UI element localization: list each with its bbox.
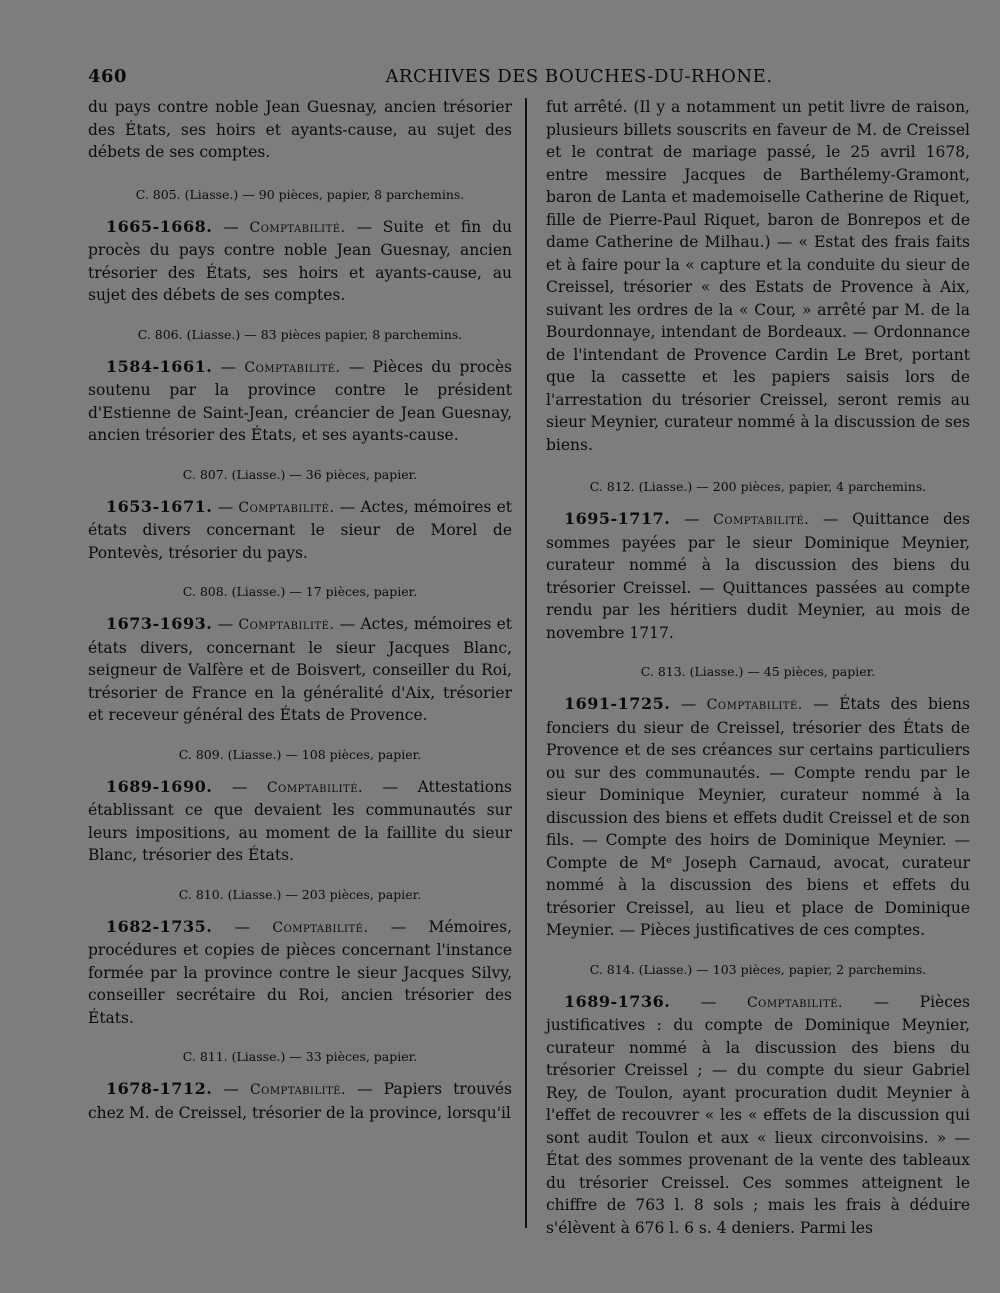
cote-line: C. 810. (Liasse.) — 203 pièces, papier. xyxy=(178,886,422,902)
inventory-entry: 1665-1668. — Comptabilité. — Suite et fin du procès du pays contre noble Jean Guesnay, ancien trésorier des États, ses hoirs et ayants-cause, au sujet des débets de ses comptes. xyxy=(88,216,512,304)
cote-line: C. 814. (Liasse.) — 103 pièces, papier, 2 parchemins. xyxy=(589,961,927,977)
cote-line: C. 805. (Liasse.) — 90 pièces, papier, 8 parchemins. xyxy=(135,186,465,202)
left-entries xyxy=(88,186,512,1125)
entry-date: 1665-1668. xyxy=(106,216,213,236)
entry-text: — Actes, mémoires et états divers concernant le sieur de Morel de Pontevès, trésorier du pays. xyxy=(88,497,513,562)
entry-date: 1689-1690. xyxy=(106,776,213,796)
entry-text: — États des biens fonciers du sieur de Creissel, trésorier des États de Provence et de ses créances sur certains particuliers ou sur des communautés. — Compte rendu par le sieur Dominique Meynier, curateur nommé à la discussion des biens et effets dudit Creissel et de son fils. — Compte des hoirs de Dominique Meynier. — Compte de Mᵉ Joseph Carnaud, avocat, curateur nommé à la discussion des biens et effets du trésorier Creissel, au lieu et place de Dominique Meynier. — Pièces justificatives de ces comptes. xyxy=(546,695,970,939)
right-intro-paragraph: fut arrêté. (Il y a notamment un petit livre de raison, plusieurs billets souscrits en faveur de M. de Creissel et le contrat de mariage passé, le 25 avril 1678, entre messire Jacques de Barthélemy-Gramont, baron de Lanta et mademoiselle Catherine de Riquet, fille de Pierre-Paul Riquet, baron de Bonrepos et de dame Catherine de Milhau.) — « Estat des frais faits et à faire pour la « capture et la conduite du sieur de Creissel, trésorier « des Estats de Provence à Aix, suivant les ordres de la « Cour, » arrêté par M. de la Bourdonnaye, intendant de Bordeaux. — Ordonnance de l'intendant de Provence Cardin Le Bret, portant que la cassette et les papiers saisis lors de l'arrestation du trésorier Creissel, seront remis au sieur Meynier, curateur nommé à la discussion de ses biens. xyxy=(546,98,970,454)
cote-line: C. 808. (Liasse.) — 17 pièces, papier. xyxy=(182,584,418,599)
entry-date: 1682-1735. xyxy=(106,916,213,936)
entry-date: 1689-1736. xyxy=(564,991,671,1011)
inventory-entry: 1682-1735. — Comptabilité. — Mémoires, procédures et copies de pièces concernant l'instance formée par la province contre le sieur Jacques Silvy, conseiller secrétaire du Roi, ancien trésorier des États. xyxy=(88,916,513,1027)
entry-text: — Suite et fin du procès du pays contre noble Jean Guesnay, ancien trésorier des États, ses hoirs et ayants-cause, au sujet des débets de ses comptes. xyxy=(88,217,512,304)
entry-category: Comptabilité. xyxy=(266,779,363,796)
entry-category: Comptabilité. xyxy=(249,1082,346,1098)
inventory-entry: 1673-1693. — Comptabilité. — Actes, mémoires et états divers, concernant le sieur Jacques Blanc, seigneur de Valfère et de Boisvert, conseiller du Roi, trésorier de France en la généralité d'Aix, trésorier et receveur général des États de Provence. xyxy=(88,614,513,724)
inventory-entry: 1689-1736. — Comptabilité. — Pièces justificatives : du compte de Dominique Meynier, curateur nommé à la discussion des biens du trésorier Creissel ; — du compte du sieur Gabriel Rey, de Toulon, ayant procuration dudit Meynier à l'effet de recouvrer « les « effets de la discussion qui sont audit Toulon et aux « lieux circonvoisins. » — État des sommes provenant de la vente des tableaux du trésorier Creissel. Ces sommes atteignent le chiffre de 763 l. 8 sols ; mais les frais à déduire s'élèvent à 676 l. 6 s. 4 deniers. Parmi les xyxy=(546,991,971,1237)
entry-text: — Attestations établissant ce que devaient les communautés sur leurs impositions, au moment de la faillite du sieur Blanc, trésorier des États. xyxy=(88,777,513,864)
entry-category: Comptabilité. xyxy=(238,617,335,633)
inventory-entry: 1584-1661. — Comptabilité. — Pièces du procès soutenu par la province contre le président d'Estienne de Saint-Jean, créancier de Jean Guesnay, ancien trésorier des États, et ses ayants-cause. xyxy=(88,356,512,444)
inventory-entry: 1653-1671. — Comptabilité. — Actes, mémoires et états divers concernant le sieur de Morel de Pontevès, trésorier du pays. xyxy=(88,496,513,562)
entry-text: — Actes, mémoires et états divers, concernant le sieur Jacques Blanc, seigneur de Valfère et de Boisvert, conseiller du Roi, trésorier de France en la généralité d'Aix, trésorier et receveur général des États de Provence. xyxy=(88,615,513,724)
entry-text: — Mémoires, procédures et copies de pièces concernant l'instance formée par la province contre le sieur Jacques Silvy, conseiller secrétaire du Roi, ancien trésorier des États. xyxy=(88,917,513,1027)
cote-line: C. 811. (Liasse.) — 33 pièces, papier. xyxy=(182,1049,418,1064)
inventory-entry: 1678-1712. — Comptabilité. — Papiers trouvés chez M. de Creissel, trésorier de la province, lorsqu'il xyxy=(88,1079,512,1122)
entry-category: Comptabilité. xyxy=(272,919,369,936)
entry-date: 1691-1725. xyxy=(564,694,671,713)
right-column xyxy=(546,96,970,1239)
entry-category: Comptabilité. xyxy=(713,512,810,528)
entry-category: Comptabilité. xyxy=(244,359,341,376)
cote-line: C. 806. (Liasse.) — 83 pièces papier, 8 parchemins. xyxy=(137,326,463,342)
cote-line: C. 809. (Liasse.) — 108 pièces, papier. xyxy=(178,746,422,762)
column-divider xyxy=(525,98,527,1228)
entry-text: — Pièces justificatives : du compte de Dominique Meynier, curateur nommé à la discussion des biens du trésorier Creissel ; — du compte du sieur Gabriel Rey, de Toulon, ayant procuration dudit Meynier à l'effet de recouvrer « les « effets de la discussion qui sont audit Toulon et aux « lieux circonvoisins. » — État des sommes provenant de la vente des tableaux du trésorier Creissel. Ces sommes atteignent le chiffre de 763 l. 8 sols ; mais les frais à déduire s'élèvent à 676 l. 6 s. 4 deniers. Parmi les xyxy=(546,992,971,1237)
entry-date: 1673-1693. xyxy=(106,614,213,633)
inventory-entry: 1689-1690. — Comptabilité. — Attestations établissant ce que devaient les communautés sur leurs impositions, au moment de la faillite du sieur Blanc, trésorier des États. xyxy=(88,776,513,864)
entry-date: 1695-1717. xyxy=(564,509,671,528)
entry-category: Comptabilité. xyxy=(249,219,346,236)
entry-date: 1584-1661. xyxy=(106,356,213,376)
cote-line: C. 807. (Liasse.) — 36 pièces, papier. xyxy=(182,466,418,482)
entry-category: Comptabilité. xyxy=(238,499,335,516)
page-number: 460 xyxy=(88,66,128,87)
entry-text: — Papiers trouvés chez M. de Creissel, trésorier de la province, lorsqu'il xyxy=(88,1080,512,1122)
left-column xyxy=(88,96,512,1124)
page-header xyxy=(88,66,970,92)
entry-text: — Quittance des sommes payées par le sieur Dominique Meynier, curateur nommé à la discussion des biens du trésorier Creissel. — Quittances passées au compte rendu par les héritiers dudit Meynier, au mois de novembre 1717. xyxy=(546,510,970,642)
entry-text: — Pièces du procès soutenu par la province contre le président d'Estienne de Saint-Jean, créancier de Jean Guesnay, ancien trésorier des États, et ses ayants-cause. xyxy=(88,357,512,444)
cote-line: C. 812. (Liasse.) — 200 pièces, papier, 4 parchemins. xyxy=(589,479,927,494)
inventory-entry: 1691-1725. — Comptabilité. — États des biens fonciers du sieur de Creissel, trésorier des États de Provence et de ses créances sur certains particuliers ou sur des communautés. — Compte rendu par le sieur Dominique Meynier, curateur nommé à la discussion des biens et effets dudit Creissel et de son fils. — Compte des hoirs de Dominique Meynier. — Compte de Mᵉ Joseph Carnaud, avocat, curateur nommé à la discussion des biens et effets du trésorier Creissel, au lieu et place de Dominique Meynier. — Pièces justificatives de ces comptes. xyxy=(546,694,970,939)
entry-category: Comptabilité. xyxy=(746,994,843,1011)
entry-category: Comptabilité. xyxy=(706,697,803,713)
entry-date: 1678-1712. xyxy=(106,1079,213,1098)
right-entries xyxy=(546,478,970,1239)
entry-date: 1653-1671. xyxy=(106,496,213,516)
left-intro-paragraph: du pays contre noble Jean Guesnay, ancien trésorier des États, ses hoirs et ayants-cause, au sujet des débets de ses comptes. xyxy=(88,98,512,161)
running-title: ARCHIVES DES BOUCHES-DU-RHONE. xyxy=(385,66,773,87)
inventory-entry: 1695-1717. — Comptabilité. — Quittance des sommes payées par le sieur Dominique Meynier, curateur nommé à la discussion des biens du trésorier Creissel. — Quittances passées au compte rendu par les héritiers dudit Meynier, au mois de novembre 1717. xyxy=(546,509,970,642)
cote-line: C. 813. (Liasse.) — 45 pièces, papier. xyxy=(640,664,876,679)
